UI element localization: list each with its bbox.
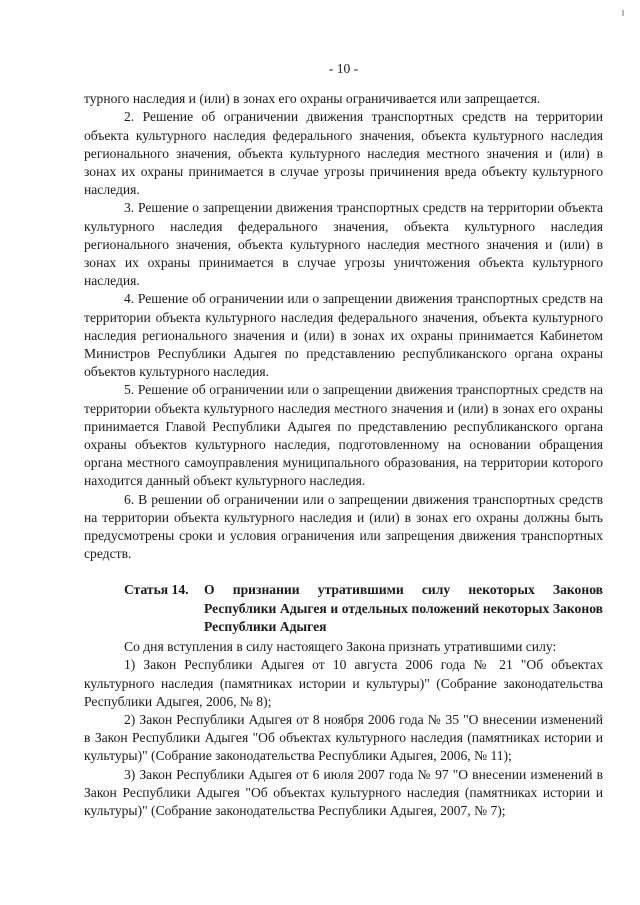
paragraph-item-2: 2. Решение об ограничении движения транспортных средств на территории объекта культурного наследия федерального значения, объекта культурного наследия регионального значения, объекта культурного наследия местного значения и (или) в зонах их охраны принимается в случае угрозы причинения вреда объекту культурного наследия.	[84, 109, 603, 198]
article-heading	[84, 581, 603, 636]
article-list-item-2: 2) Закон Республики Адыгея от 8 ноября 2006 года № 35 "О внесении изменений в Закон Республики Адыгея "Об объектах культурного наследия (памятниках истории и культуры)" (Собрание законодательства Республики Адыгея, 2006, № 11);	[84, 711, 603, 764]
paragraph-item-3: 3. Решение о запрещении движения транспортных средств на территории объекта культурного наследия федерального значения, объекта культурного наследия регионального значения, объекта культурного наследия местного значения и (или) в зонах их охраны принимается в случае угрозы уничтожения объекта культурного наследия.	[84, 200, 603, 289]
article-title: О признании утратившими силу некоторых Законов Республики Адыгея и отдельных положений некоторых Законов Республики Адыгея	[204, 582, 603, 634]
paragraph-continuation: турного наследия и (или) в зонах его охраны ограничивается или запрещается.	[84, 91, 541, 107]
article-label: Статья 14.	[124, 582, 189, 598]
paragraph-item-4: 4. Решение об ограничении или о запрещении движения транспортных средств на территории объекта культурного наследия федерального значения, объекта культурного наследия регионального значения и (или) в зонах их охраны принимается Кабинетом Министров Республики Адыгея по представлению республиканского органа охраны объектов культурного наследия.	[84, 291, 603, 380]
article-list-item-3: 3) Закон Республики Адыгея от 6 июля 2007 года № 97 "О внесении изменений в Закон Республики Адыгея "Об объектах культурного наследия (памятниках истории и культуры)" (Собрание законодательства Республики Адыгея, 2007, № 7);	[84, 766, 603, 818]
article-intro: Со дня вступления в силу настоящего Закона признать утратившими силу:	[124, 639, 557, 655]
paragraph-item-5: 5. Решение об ограничении или о запрещении движения транспортных средств на территории объекта культурного наследия местного значения и (или) в зонах его охраны принимается Главой Республики Адыгея по представлению республиканского органа охраны объектов культурного наследия, подготовленному на основании обращения органа местного самоуправления муниципального образования, на территории которого находится данный объект культурного наследия.	[84, 382, 603, 489]
scan-mark	[622, 10, 624, 16]
paragraph-item-6: 6. В решении об ограничении или о запрещении движения транспортных средств на территории объекта культурного наследия и (или) в зонах его охраны должны быть предусмотрены сроки и условия ограничения или запрещения движения транспортных средств.	[84, 491, 603, 562]
article-list-item-1: 1) Закон Республики Адыгея от 10 августа 2006 года № 21 "Об объектах культурного наследия (памятниках истории и культуры)" (Собрание законодательства Республики Адыгея, 2006, № 8);	[84, 657, 603, 709]
document-page	[84, 60, 603, 820]
page-number: - 10 -	[328, 61, 359, 76]
